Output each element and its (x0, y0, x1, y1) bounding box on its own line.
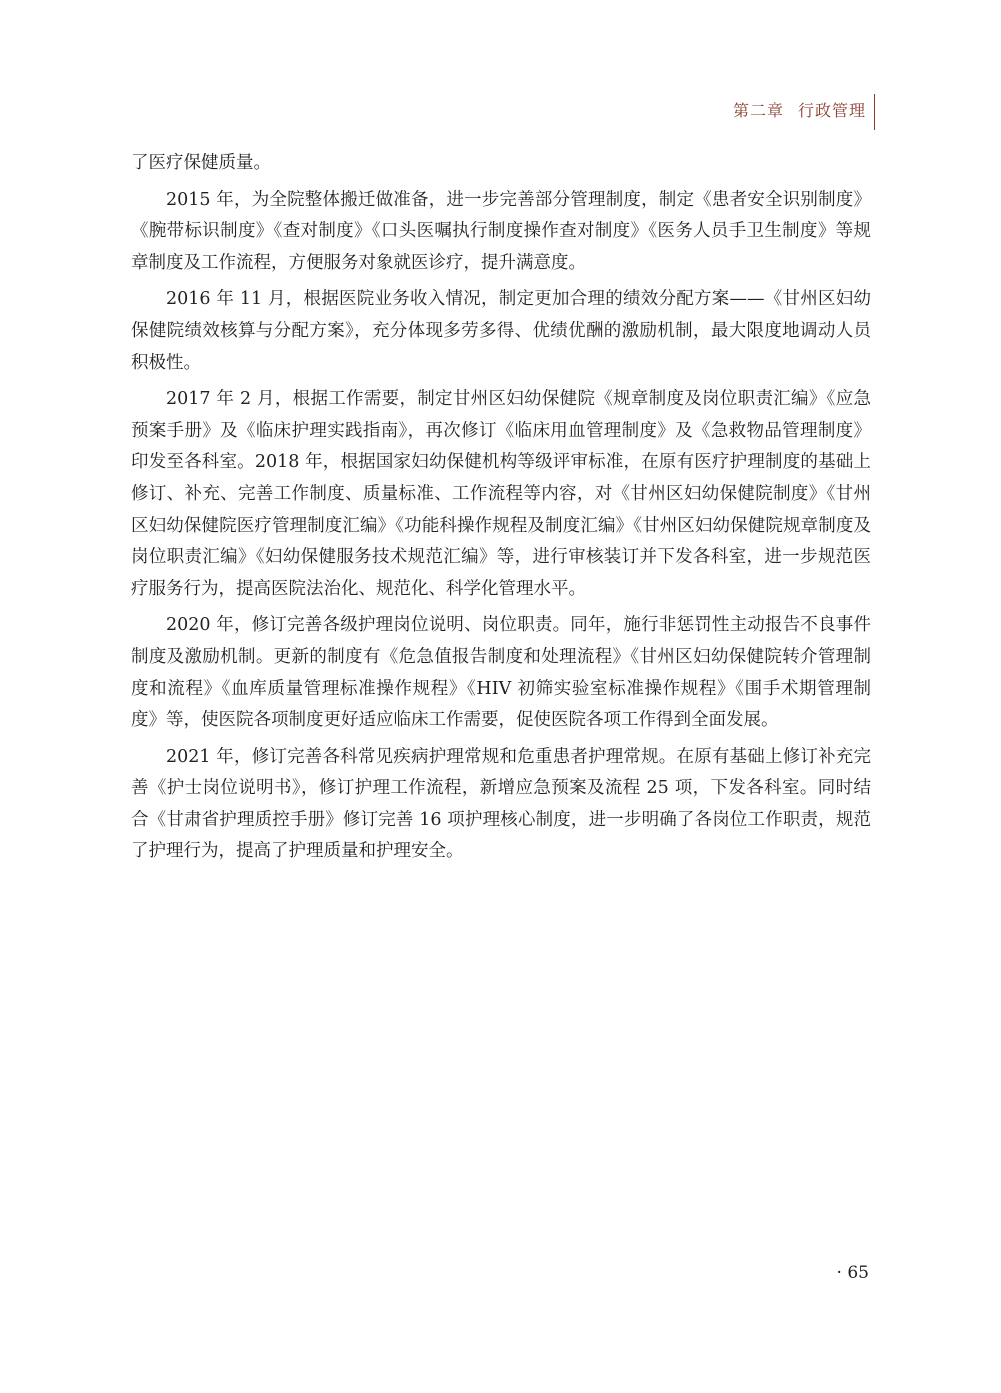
paragraph-2020: 2020 年，修订完善各级护理岗位说明、岗位职责。同年，施行非惩罚性主动报告不良事件制度及激励机制。更新的制度有《危急值报告制度和处理流程》《甘州区妇幼保健院转介管理制度和流程》《血库质量管理标准操作规程》《HIV 初筛实验室标准操作规程》《围手术期管理制度》等，使医院各项制度更好适应临床工作需要，促使医院各项工作得到全面发展。 (131, 615, 871, 731)
paragraph-2016: 2016 年 11 月，根据医院业务收入情况，制定更加合理的绩效分配方案——《甘州区妇幼保健院绩效核算与分配方案》，充分体现多劳多得、优绩优酬的激励机制，最大限度地调动人员积极性。 (131, 289, 871, 373)
header-rule (874, 94, 875, 130)
chapter-label: 第二章 (732, 101, 784, 120)
page-number: · 65 (836, 1263, 869, 1283)
paragraph-2021: 2021 年，修订完善各科常见疾病护理常规和危重患者护理常规。在原有基础上修订补充完善《护士岗位说明书》，修订护理工作流程，新增应急预案及流程 25 项，下发各科室。同时结合《甘肃省护理质控手册》修订完善 16 项护理核心制度，进一步明确了各岗位工作职责，规范了护理行为，提高了护理质量和护理安全。 (131, 746, 871, 862)
paragraph-continuation: 了医疗保健质量。 (131, 153, 271, 173)
section-title: 行政管理 (797, 101, 866, 120)
body-text (131, 148, 871, 868)
paragraph-2017-2018: 2017 年 2 月，根据工作需要，制定甘州区妇幼保健院《规章制度及岗位职责汇编》《应急预案手册》及《临床护理实践指南》，再次修订《临床用血管理制度》及《急救物品管理制度》印发至各科室。2018 年，根据国家妇幼保健机构等级评审标准，在原有医疗护理制度的基础上修订、补充、完善工作制度、质量标准、工作流程等内容，对《甘州区妇幼保健院制度》《甘州区妇幼保健院医疗管理制度汇编》《功能科操作规程及制度汇编》《甘州区妇幼保健院规章制度及岗位职责汇编》《妇幼保健服务技术规范汇编》等，进行审核装订并下发各科室，进一步规范医疗服务行为，提高医院法治化、规范化、科学化管理水平。 (131, 389, 871, 599)
running-header (733, 100, 866, 122)
paragraph-2015: 2015 年，为全院整体搬迁做准备，进一步完善部分管理制度，制定《患者安全识别制度》《腕带标识制度》《查对制度》《口头医嘱执行制度操作查对制度》《医务人员手卫生制度》等规章制度及工作流程，方便服务对象就医诊疗，提升满意度。 (131, 189, 871, 273)
